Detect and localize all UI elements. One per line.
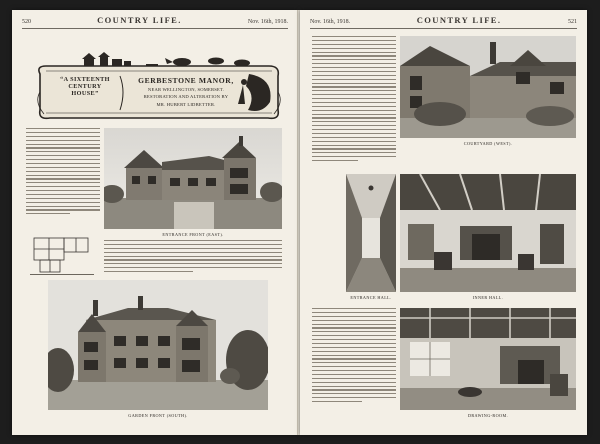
left-middle-text [104, 240, 282, 272]
header-left-line-1: “A SIXTEENTH [60, 76, 110, 83]
left-page-number: 520 [22, 19, 31, 25]
right-running-head [310, 15, 577, 27]
entrance-hall-photo [346, 174, 396, 292]
garden-front-caption: GARDEN FRONT (SOUTH). [128, 413, 188, 418]
right-date: Nov. 16th, 1918. [310, 19, 351, 25]
right-page-number: 521 [568, 19, 577, 25]
article-title: GERBESTONE MANOR, [138, 76, 234, 85]
header-left-block [54, 76, 116, 97]
header-left-line-3: HOUSE” [71, 90, 99, 98]
left-head-rule [22, 28, 288, 29]
article-header-banner [34, 52, 284, 122]
article-subtitle-3: MR. HUBERT LIDBETTER. [156, 101, 216, 107]
header-title-block [130, 76, 242, 107]
article-subtitle-1: NEAR WELLINGTON, SOMERSET. [147, 87, 225, 92]
entrance-front-caption: ENTRANCE FRONT (EAST). [162, 232, 224, 237]
ground-floor-plan [30, 232, 94, 276]
right-magazine-title: COUNTRY LIFE. [416, 15, 502, 25]
right-top-text [312, 36, 396, 161]
garden-front-photo [48, 280, 268, 410]
left-page [12, 10, 298, 435]
courtyard-caption: COURTYARD (WEST). [463, 141, 513, 146]
right-page [300, 10, 587, 435]
header-left-line-2: CENTURY [68, 83, 102, 91]
article-subtitle-2: RESTORATION AND ALTERATION BY [143, 94, 229, 100]
entrance-hall-caption: ENTRANCE HALL. [350, 295, 392, 300]
left-column-text [26, 128, 100, 214]
inner-hall-caption: INNER HALL. [472, 295, 504, 300]
left-running-head [22, 15, 288, 27]
drawing-room-caption: DRAWING-ROOM. [467, 413, 509, 418]
drawing-room-photo [400, 308, 576, 410]
courtyard-photo [400, 36, 576, 138]
right-bottom-text [312, 308, 396, 402]
entrance-front-photo [104, 128, 282, 229]
right-head-rule [310, 28, 577, 29]
left-magazine-title: COUNTRY LIFE. [97, 15, 182, 25]
inner-hall-photo [400, 174, 576, 292]
left-date: Nov. 16th, 1918. [247, 19, 288, 25]
